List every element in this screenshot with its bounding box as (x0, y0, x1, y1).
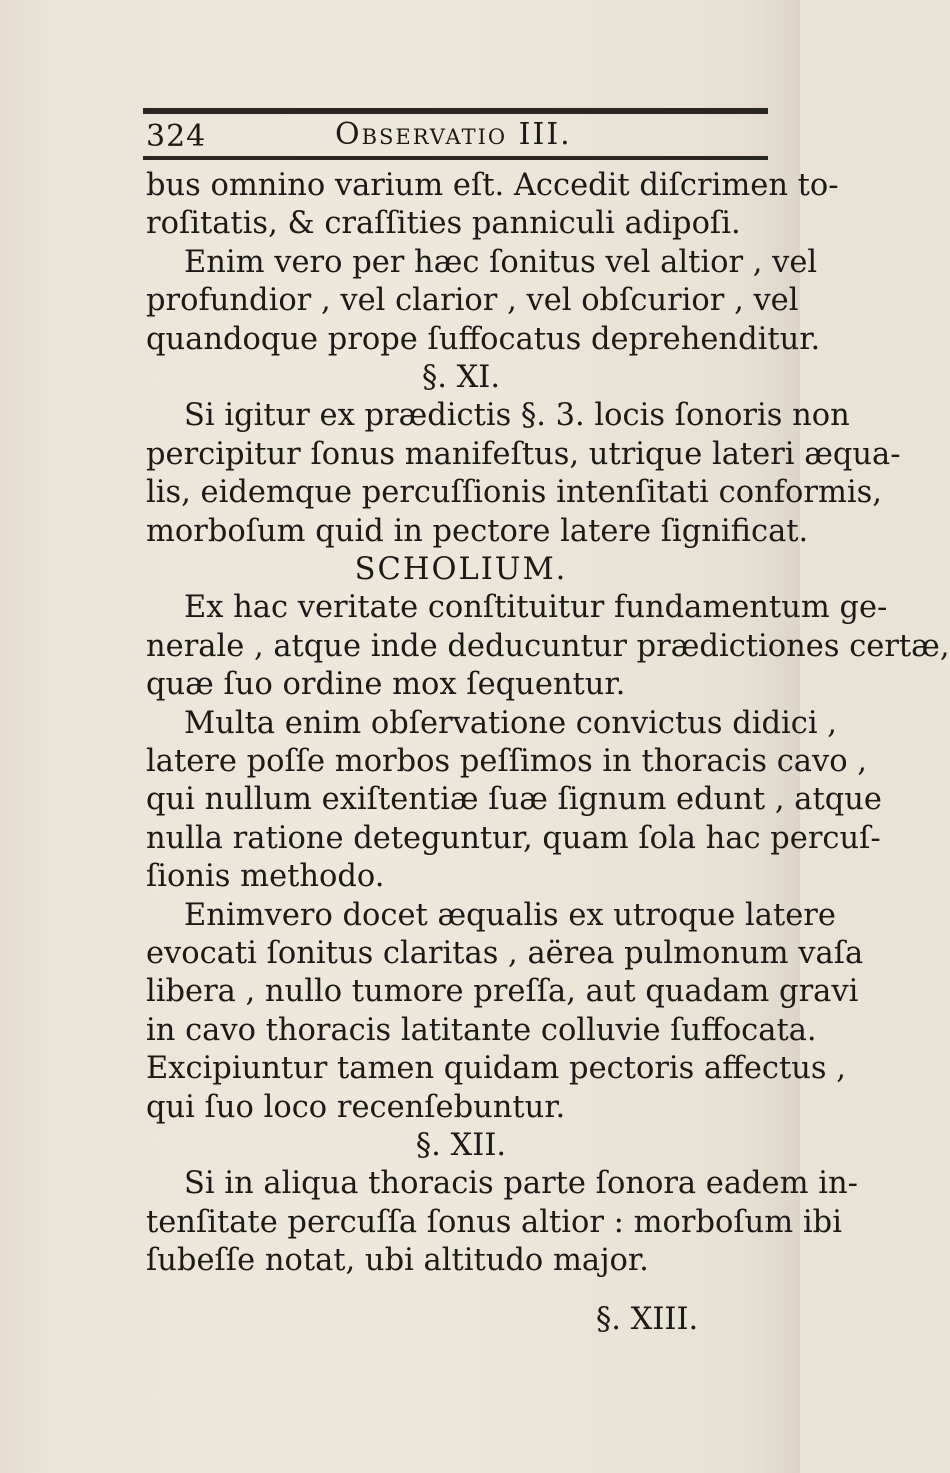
page-number: 324 (146, 119, 207, 154)
text-line: libera , nullo tumore preſſa, aut quadam gravi (146, 974, 859, 1009)
header-rule-top (143, 108, 768, 114)
text-line: Enim vero per hæc ſonitus vel altior , vel (184, 245, 818, 280)
text-line: ſubeſſe notat, ubi altitudo major. (146, 1243, 649, 1278)
text-line: Enimvero docet æqualis ex utroque latere (184, 898, 836, 933)
text-line: quandoque prope ſuffocatus deprehenditur. (146, 322, 821, 357)
header-rule-bottom (143, 156, 768, 160)
text-line: nerale , atque inde deducuntur prædictiones certæ, (146, 629, 950, 664)
text-line: qui nullum exiſtentiæ ſuæ ſignum edunt , atque (146, 782, 882, 817)
text-line: profundior , vel clarior , vel obſcurior , vel (146, 283, 799, 318)
catchword: §. XIII. (596, 1302, 699, 1337)
text-line: Si in aliqua thoracis parte ſonora eadem in- (184, 1166, 858, 1201)
text-line: Excipiuntur tamen quidam pectoris affectus , (146, 1051, 846, 1086)
text-line: nulla ratione deteguntur, quam ſola hac percuſ- (146, 821, 881, 856)
text-line: in cavo thoracis latitante colluvie ſuffocata. (146, 1013, 817, 1048)
text-line: Multa enim obſervatione convictus didici , (184, 706, 837, 741)
text-line: tenſitate percuſſa ſonus altior : morboſum ibi (146, 1205, 842, 1240)
text-line: latere poſſe morbos peſſimos in thoracis cavo , (146, 744, 867, 779)
text-line: Ex hac veritate conſtituitur fundamentum ge- (184, 590, 888, 625)
text-line: roſitatis, & craſſities panniculi adipoſi. (146, 206, 741, 241)
section-heading: §. XII. (415, 1128, 507, 1163)
text-line: Si igitur ex prædictis §. 3. locis ſonoris non (184, 398, 850, 433)
text-line: quæ ſuo ordine mox ſequentur. (146, 667, 626, 702)
text-line: lis, eidemque percuſſionis intenſitati conformis, (146, 475, 882, 510)
text-line: ſionis methodo. (146, 859, 385, 894)
section-heading: SCHOLIUM. (354, 552, 568, 587)
running-head: Observatio III. (335, 117, 572, 152)
text-line: morboſum quid in pectore latere ſignificat. (146, 514, 809, 549)
text-line: qui ſuo loco recenſebuntur. (146, 1090, 566, 1125)
section-heading: §. XI. (421, 360, 501, 395)
text-line: evocati ſonitus claritas , aërea pulmonum vaſa (146, 936, 864, 971)
text-line: percipitur ſonus manifeſtus, utrique lateri æqua- (146, 437, 901, 472)
text-line: bus omnino varium eſt. Accedit diſcrimen to- (146, 168, 839, 203)
